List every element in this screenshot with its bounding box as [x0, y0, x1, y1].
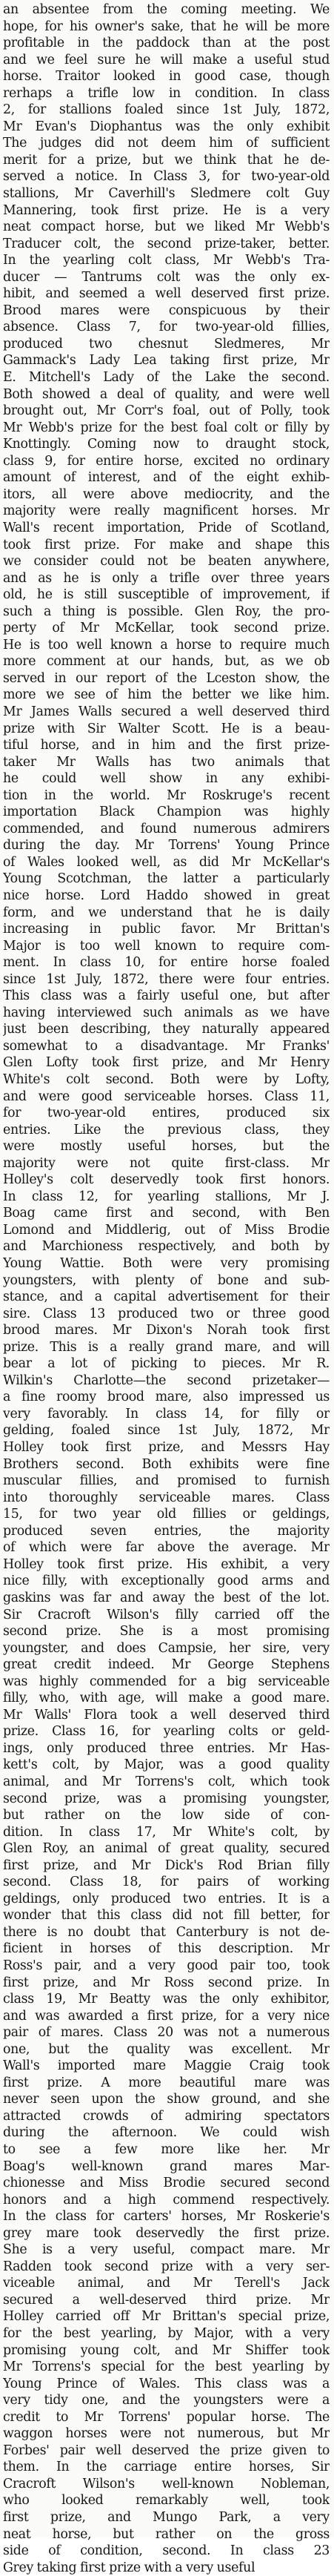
article-line: majority were not quite first-class. Mr — [3, 1155, 330, 1171]
article-line: one, but the quality was excellent. Mr — [3, 2041, 330, 2057]
article-line: Lomond and Middlerig, out of Miss Brodie — [3, 1222, 330, 1238]
article-line: She is a very useful, compact mare. Mr — [3, 2242, 330, 2258]
article-line: Young Scotchman, the latter a particularly — [3, 871, 330, 887]
article-line: In class 12, for yearling stallions, Mr J. — [3, 1189, 330, 1204]
article-line: Mr Evan's Diophantus was the only exhibit — [3, 119, 330, 134]
article-line: first prize, and Mr Ross second prize. In — [3, 1975, 330, 1990]
article-line: great credit indeed. Mr George Stephens — [3, 1657, 330, 1673]
article-line: were mostly useful horses, but the — [3, 1139, 330, 1155]
article-line: was highly commended for a big serviceable — [3, 1674, 330, 1689]
article-line: Wall's recent importation, Pride of Scotland, — [3, 520, 330, 535]
article-line: Sir Cracroft Wilson's filly carried off the — [3, 1607, 330, 1622]
article-line: muscular fillies, and promised to furnish — [3, 1473, 330, 1489]
article-line: Ross's pair, and a very good pair too, took — [3, 1958, 330, 1973]
article-line: In the class for carters' horses, Mr Roskerie's — [3, 2209, 330, 2225]
article-line: neat compact horse, but we liked Mr Webb's — [3, 219, 330, 235]
article-line: such a thing is possible. Glen Roy, the pro- — [3, 604, 330, 619]
article-line: took first prize. For make and shape this — [3, 537, 330, 552]
article-line: produced seven entries, the majority — [3, 1523, 330, 1539]
article-line: neat horse, but rather on the gross — [3, 2526, 330, 2542]
article-line: second prize. She is a most promising — [3, 1624, 330, 1639]
article-line: but rather on the low side of con- — [3, 1808, 330, 1823]
article-line: Glen Roy, an animal of great quality, secured — [3, 1841, 330, 1857]
article-line: brought out, Mr Corr's foal, out of Polly, took — [3, 403, 330, 419]
article-line: Knottingly. Coming now to draught stock, — [3, 437, 330, 452]
article-line: youngster, and does Campsie, her sire, very — [3, 1640, 330, 1656]
article-line: ficient in horses of this description. Mr — [3, 1941, 330, 1957]
article-line: Mr Walls' Flora took a well deserved third — [3, 1707, 330, 1723]
article-line: sire. Class 13 produced two or three good — [3, 1306, 330, 1321]
article-line: just been describing, they naturally appeared — [3, 1022, 330, 1037]
article-line: a fine roomy brood mare, also impressed us — [3, 1390, 330, 1405]
article-line: merit for a prize, but we think that he de- — [3, 152, 330, 168]
article-line: ducer — Tantrums colt was the only ex- — [3, 269, 330, 285]
article-line: perty of Mr McKellar, took second prize. — [3, 621, 330, 636]
article-line: Young Prince of Wales. This class was a — [3, 2376, 330, 2391]
article-line: class 19, Mr Beatty was the only exhibitor, — [3, 1992, 330, 2007]
article-line: Mr James Walls secured a well deserved third — [3, 704, 330, 719]
article-line: to see a few more like her. Mr — [3, 2142, 330, 2157]
article-line: since 1st July, 1872, there were four entries. — [3, 971, 330, 987]
article-line: Mr Torrens's special for the best yearling by — [3, 2359, 330, 2375]
article-line: entries. Like the previous class, they — [3, 1122, 330, 1137]
article-line: somewhat to a disadvantage. Mr Franks' — [3, 1038, 330, 1054]
article-line: hope, for his owner's sake, that he will be more — [3, 19, 330, 34]
article-line: and Marchioness respectively, and both by — [3, 1239, 330, 1255]
article-line: Both showed a deal of quality, and were well — [3, 386, 330, 402]
article-line: first prize, and Mungo Park, a very — [3, 2510, 330, 2526]
article-line: geldings, only produced two entries. It is a — [3, 1891, 330, 1906]
article-line: Boag came first and second, with Ben — [3, 1206, 330, 1221]
article-line: Forbes' pair well deserved the prize given to — [3, 2443, 330, 2458]
article-line: for two-year-old entires, produced six — [3, 1106, 330, 1121]
article-line: second. Class 18, for pairs of working — [3, 1875, 330, 1890]
article-line: and as he is only a trifle over three years — [3, 570, 330, 586]
article-line: kett's colt, by Major, was a good quality — [3, 1757, 330, 1773]
article-line: old, he is still susceptible of improvement, if — [3, 587, 330, 603]
article-line: rerhaps a trifle low in condition. In class — [3, 85, 330, 101]
article-line: for the best yearling, by Major, with a very — [3, 2326, 330, 2342]
article-line: Brothers second. Both exhibits were fine — [3, 1456, 330, 1472]
article-line: prize with Sir Walter Scott. He is a beau- — [3, 721, 330, 736]
article-line: he could well show in any exhibi- — [3, 771, 330, 787]
article-line: 2, for stallions foaled since 1st July, 1872, — [3, 102, 330, 118]
article-line: stance, and a capital advertisement for their — [3, 1289, 330, 1305]
article-line: Holley carried off Mr Brittan's special prize, — [3, 2309, 330, 2325]
article-line: very tidy one, and the youngsters were a — [3, 2393, 330, 2408]
article-line: majority were really magnificent horses. Mr — [3, 503, 330, 519]
article-line: ment. In class 10, for entire horse foaled — [3, 955, 330, 971]
article-line: stallions, Mr Caverhill's Sledmere colt Guy — [3, 186, 330, 202]
article-line: attracted crowds of admiring spectators — [3, 2108, 330, 2124]
article-line: Traducer colt, the second prize-taker, better. — [3, 236, 330, 251]
article-line: more we see of him the better we like him. — [3, 687, 330, 703]
article-line: ings, only produced three entries. Mr Has- — [3, 1740, 330, 1756]
article-line: first prize. A more beautiful mare was — [3, 2075, 330, 2090]
article-line: who looked remarkably well, took — [3, 2493, 330, 2509]
article-line: waggon horses were not numerous, but Mr — [3, 2426, 330, 2442]
article-line: tiful horse, and in him and the first prize- — [3, 738, 330, 753]
article-line: Holley's colt deservedly took first honors. — [3, 1172, 330, 1188]
article-line: The judges did not deem him of sufficient — [3, 136, 330, 151]
article-line: brood mares. Mr Dixon's Norah took first — [3, 1323, 330, 1338]
article-line: Wall's imported mare Maggie Craig took — [3, 2058, 330, 2074]
article-line: 15, for two year old fillies or geldings, — [3, 1507, 330, 1522]
article-line: absence. Class 7, for two-year-old fillies, — [3, 320, 330, 335]
article-line: and were good serviceable horses. Class 11, — [3, 1089, 330, 1104]
article-line: Boag's well-known grand mares Mar- — [3, 2159, 330, 2174]
article-line: of which were far above the average. Mr — [3, 1540, 330, 1556]
article-line: amount of interest, and of the eight exhib- — [3, 470, 330, 486]
article-line: wonder that this class did not fill better, for — [3, 1908, 330, 1923]
article-line: Brood mares were conspicuous by their — [3, 303, 330, 318]
article-line: having interviewed such animals as we have — [3, 1005, 330, 1020]
article-line: served a notice. In Class 3, for two-year-old — [3, 169, 330, 185]
article-line: them. In the carriage entire horses, Sir — [3, 2460, 330, 2475]
article-line: Wilkin's Charlotte—the second prizetaker— — [3, 1373, 330, 1388]
article-line: prize. This is a really grand mare, and will — [3, 1339, 330, 1355]
article-line: grey mare took deservedly the first prize. — [3, 2225, 330, 2241]
article-line: and was awarded a first prize, for a very nice — [3, 2008, 330, 2024]
article-line: credit to Mr Torrens' popular horse. The — [3, 2409, 330, 2425]
article-column — [3, 1, 330, 2576]
article-line: prize. Class 16, for yearling colts or geld- — [3, 1724, 330, 1740]
article-line: commended, and found numerous admirers — [3, 821, 330, 836]
article-line: Mannering, took first prize. He is a very — [3, 202, 330, 218]
article-line: viceable animal, and Mr Terell's Jack — [3, 2276, 330, 2291]
article-line: first prize, and Mr Dick's Rod Brian filly — [3, 1857, 330, 1873]
article-line: Holley took first prize. His exhibit, a very — [3, 1556, 330, 1572]
article-line: we consider could not be beaten anywhere, — [3, 554, 330, 569]
article-line: In the yearling colt class, Mr Webb's Tra- — [3, 253, 330, 268]
article-line: Mr Webb's prize for the best foal colt or filly by — [3, 420, 330, 435]
article-line: Gammack's Lady Lea taking first prize, Mr — [3, 353, 330, 369]
article-line: secured a well-deserved third prize. Mr — [3, 2292, 330, 2308]
article-line: never seen upon the show ground, and she — [3, 2092, 330, 2107]
article-line: an absentee from the coming meeting. We — [3, 2, 330, 17]
article-line: of Wales looked well, as did Mr McKellar's — [3, 854, 330, 870]
article-line: hibit, and seemed a well deserved first prize. — [3, 286, 330, 302]
article-line: side of condition, second. In class 23 — [3, 2543, 330, 2559]
article-line: there is no doubt that Canterbury is not de- — [3, 1924, 330, 1940]
article-line: Glen Lofty took first prize, and Mr Henry — [3, 1055, 330, 1071]
article-line: gelding, foaled since 1st July, 1872, Mr — [3, 1423, 330, 1439]
article-line: Grey taking first prize with a very useful — [3, 2560, 255, 2575]
article-line: second prize, was a promising youngster, — [3, 1791, 330, 1806]
article-line: produced two chesnut Sledmeres, Mr — [3, 336, 330, 351]
article-line: during the afternoon. We could wish — [3, 2125, 330, 2141]
article-line: Major is too well known to require com- — [3, 938, 330, 954]
article-line: and we feel sure he will make a useful stud — [3, 52, 330, 67]
article-line: He is too well known a horse to require much — [3, 637, 330, 653]
article-line: nice horse. Lord Haddo showed in great — [3, 888, 330, 903]
article-line: importation Black Champion was highly — [3, 805, 330, 820]
article-line: honors and a high commend respectively. — [3, 2192, 330, 2207]
article-line: White's colt second. Both were by Lofty, — [3, 1072, 330, 1087]
article-line: gaskins was far and away the best of the lot. — [3, 1590, 330, 1605]
article-line: form, and we understand that he is daily — [3, 905, 330, 920]
article-line: nice filly, with exceptionally good arms and — [3, 1573, 330, 1589]
article-line: chionesse and Miss Brodie secured second — [3, 2176, 330, 2191]
article-line: filly, who, with age, will make a good mare. — [3, 1691, 330, 1706]
article-line: profitable in the paddock than at the post — [3, 36, 330, 51]
article-line: dition. In class 17, Mr White's colt, by — [3, 1824, 330, 1840]
article-line: animal, and Mr Torrens's colt, which took — [3, 1774, 330, 1789]
article-line: into thoroughly serviceable mares. Class — [3, 1490, 330, 1505]
article-line: more comment at our hands, but, as we ob — [3, 654, 330, 670]
article-line: itors, all were above mediocrity, and the — [3, 486, 330, 502]
article-line: served in our report of the Lceston show, the — [3, 670, 330, 686]
article-line: during the day. Mr Torrens' Young Prince — [3, 838, 330, 853]
article-line: E. Mitchell's Lady of the Lake the second. — [3, 370, 330, 386]
article-line: increasing in public favor. Mr Brittan's — [3, 922, 330, 937]
article-line: class 9, for entire horse, excited no ordinary — [3, 453, 330, 469]
article-line: tion in the world. Mr Roskruge's recent — [3, 787, 330, 803]
article-line: taker Mr Walls has two animals that — [3, 754, 330, 770]
article-line: This class was a fairly useful one, but after — [3, 988, 330, 1004]
article-line: very favorably. In class 14, for filly or — [3, 1406, 330, 1421]
article-line: promising young colt, and Mr Shiffer took — [3, 2342, 330, 2358]
article-line: Young Wattie. Both were very promising — [3, 1256, 330, 1272]
article-line: Radden took second prize with a very ser- — [3, 2259, 330, 2274]
article-line: youngsters, with plenty of bone and sub- — [3, 1272, 330, 1288]
article-line: pair of mares. Class 20 was not a numerous — [3, 2025, 330, 2041]
article-line: Cracroft Wilson's well-known Nobleman, — [3, 2476, 330, 2491]
article-line: horse. Traitor looked in good case, though — [3, 69, 330, 85]
article-line: Holley took first prize, and Messrs Hay — [3, 1440, 330, 1456]
article-line: bear a lot of picking to pieces. Mr R. — [3, 1356, 330, 1372]
